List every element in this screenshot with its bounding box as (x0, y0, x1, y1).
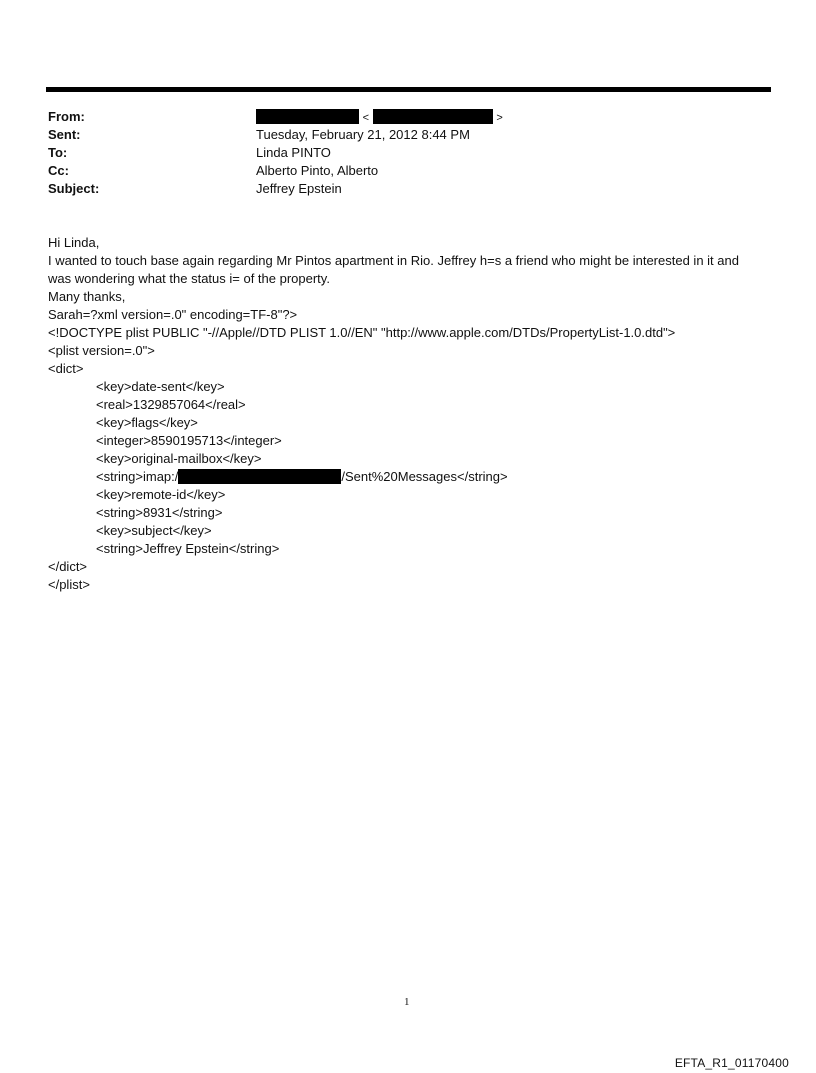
sent-value: Tuesday, February 21, 2012 8:44 PM (256, 127, 470, 142)
doctype-line: <!DOCTYPE plist PUBLIC "-//Apple//DTD PLIST 1.0//EN" "http://www.apple.com/DTDs/PropertyList-1.0.dtd"> (48, 325, 676, 340)
cc-value: Alberto Pinto, Alberto (256, 163, 379, 178)
dict-open: <dict> (48, 361, 84, 376)
imap-suffix: /Sent%20Messages</string> (341, 469, 508, 484)
to-value: Linda PINTO (256, 145, 331, 160)
dict-line: <key>remote-id</key> (96, 487, 226, 502)
plist-close: </plist> (48, 577, 90, 592)
redacted-sender-email (373, 109, 493, 124)
redacted-imap-path (178, 469, 341, 484)
dict-line: <key>date-sent</key> (96, 379, 225, 394)
greeting: Hi Linda, (48, 235, 100, 250)
plist-open: <plist version=.0"> (48, 343, 155, 358)
dict-line: <key>flags</key> (96, 415, 198, 430)
cc-label: Cc: (48, 163, 69, 178)
email-body (48, 234, 778, 594)
subject-label: Subject: (48, 181, 100, 196)
header-rule (46, 87, 771, 92)
closing: Many thanks, (48, 289, 126, 304)
dict-line: <string>Jeffrey Epstein</string> (96, 541, 280, 556)
subject-value: Jeffrey Epstein (256, 181, 342, 196)
dict-line: <string>8931</string> (96, 505, 223, 520)
from-bracket-close: > (496, 112, 503, 124)
dict-line: <key>subject</key> (96, 523, 212, 538)
from-value (256, 108, 503, 127)
to-label: To: (48, 145, 68, 160)
redacted-sender-name (256, 109, 359, 124)
dict-line: <real>1329857064</real> (96, 397, 246, 412)
imap-line (48, 468, 778, 486)
document-id: EFTA_R1_01170400 (674, 1056, 789, 1070)
imap-prefix: <string>imap:/ (96, 469, 179, 484)
sent-label: Sent: (48, 127, 81, 142)
from-label: From: (48, 109, 85, 124)
page-number: 1 (404, 996, 410, 1008)
dict-close: </dict> (48, 559, 88, 574)
from-bracket-open: < (362, 112, 370, 124)
signature-xml: Sarah=?xml version=.0" encoding=TF-8"?> (48, 307, 298, 322)
body-line-2: was wondering what the status i= of the property. (48, 271, 330, 286)
body-line-1: I wanted to touch base again regarding Mr Pintos apartment in Rio. Jeffrey h=s a friend who might be interested in it and (48, 253, 739, 268)
dict-line: <key>original-mailbox</key> (96, 451, 262, 466)
dict-line: <integer>8590195713</integer> (96, 433, 282, 448)
